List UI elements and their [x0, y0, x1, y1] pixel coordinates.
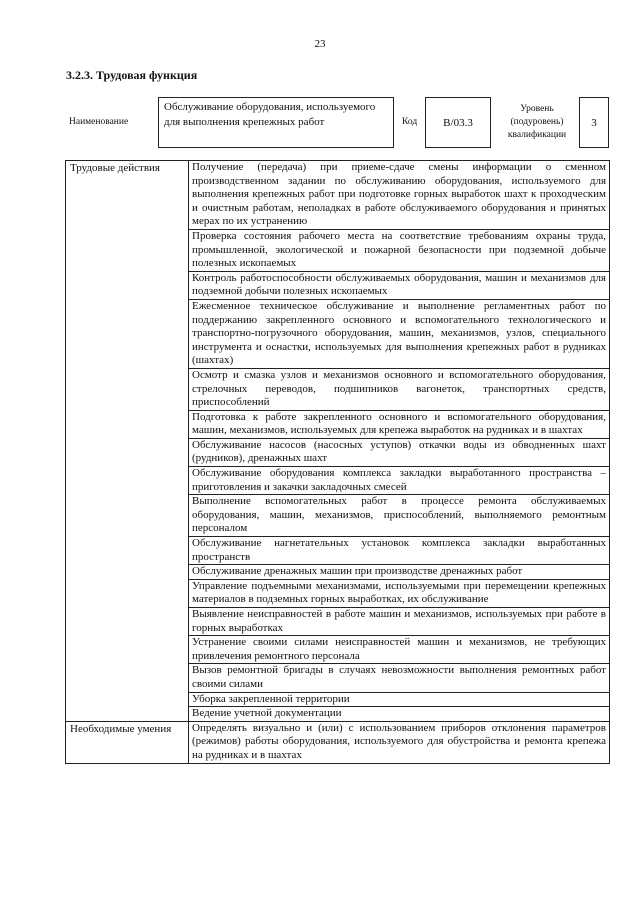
labor-action-item: Получение (передача) при приеме-сдаче смены информации о сменном производственном задании по обслуживанию оборудования, используемого для выполнения крепежных работ при подготовке горных выработок шахт к проходческим и очистным работам, неполадках в работе обслуживаемого оборудования и принятых мерах по их устранению: [189, 161, 610, 230]
labor-action-item: Управление подъемными механизмами, используемыми при перемещении крепежных материалов в подземных горных выработках, их обслуживание: [189, 579, 610, 607]
qualification-level: 3: [591, 116, 597, 129]
labor-action-row: [66, 161, 610, 230]
page-number: 23: [314, 38, 326, 50]
name-label: Наименование: [69, 117, 129, 127]
labor-action-category-label: Трудовые действия: [66, 161, 189, 722]
function-name-box: Обслуживание оборудования, используемого для выполнения крепежных работ: [158, 97, 394, 148]
function-code: В/03.3: [443, 116, 473, 129]
labor-action-item: Ежесменное техническое обслуживание и выполнение регламентных работ по поддержанию закрепленного основного и вспомогательного технологического и транспортно-погрузочного оборудования, машин, механизмов, узлов, специального инструмента и оснастки, используемых для выполнения крепежных работ в рудниках (шахтах): [189, 299, 610, 368]
qualification-level-box: [579, 97, 609, 148]
code-label: Код: [402, 117, 418, 127]
labor-action-item: Проверка состояния рабочего места на соответствие требованиям охраны труда, промышленной, экологической и пожарной безопасности при подземной добыче полезных ископаемых: [189, 229, 610, 271]
labor-action-item: Обслуживание дренажных машин при производстве дренажных работ: [189, 565, 610, 580]
labor-action-item: Устранение своими силами неисправностей машин и механизмов, не требующих привлечения ремонтного персонала: [189, 636, 610, 664]
labor-action-item: Осмотр и смазка узлов и механизмов основного и вспомогательного оборудования, стрелочных переводов, подшипников вагонеток, транспортных средств, приспособлений: [189, 368, 610, 410]
labor-function-table: [65, 160, 610, 764]
function-code-box: [425, 97, 491, 148]
labor-action-item: Обслуживание оборудования комплекса закладки выработанного пространства – приготовления и закачки закладочных смесей: [189, 467, 610, 495]
labor-action-item: Уборка закрепленной территории: [189, 692, 610, 707]
labor-action-item: Обслуживание нагнетательных установок комплекса закладки выработанных пространств: [189, 537, 610, 565]
labor-action-item: Обслуживание насосов (насосных уступов) откачки воды из обводненных шахт (рудников), дренажных шахт: [189, 438, 610, 466]
qualification-level-label: Уровень (подуровень) квалификации: [507, 104, 567, 140]
table-body: [66, 161, 610, 764]
labor-action-item: Подготовка к работе закрепленного основного и вспомогательного оборудования, машин, механизмов, используемых для крепежа выработок на рудниках и в шахтах: [189, 410, 610, 438]
labor-action-item: Выявление неисправностей в работе машин и механизмов, используемых при работе в горных выработках: [189, 608, 610, 636]
labor-action-item: Выполнение вспомогательных работ в процессе ремонта обслуживаемых оборудования, машин, механизмов, приспособлений, выполняемого ремонтным персоналом: [189, 495, 610, 537]
required-skill-item: Определять визуально и (или) с использованием приборов отклонения параметров (режимов) работы оборудования, используемого для обустройства и ремонта крепежа на рудниках и в шахтах: [189, 721, 610, 763]
labor-action-item: Контроль работоспособности обслуживаемых оборудования, машин и механизмов для подземной добычи полезных ископаемых: [189, 271, 610, 299]
section-title: 3.2.3. Трудовая функция: [66, 68, 198, 82]
required-skill-row: [66, 721, 610, 763]
required-skill-category-label: Необходимые умения: [66, 721, 189, 763]
labor-action-item: Ведение учетной документации: [189, 707, 610, 722]
labor-action-item: Вызов ремонтной бригады в случаях невозможности выполнения ремонтных работ своими силами: [189, 664, 610, 692]
